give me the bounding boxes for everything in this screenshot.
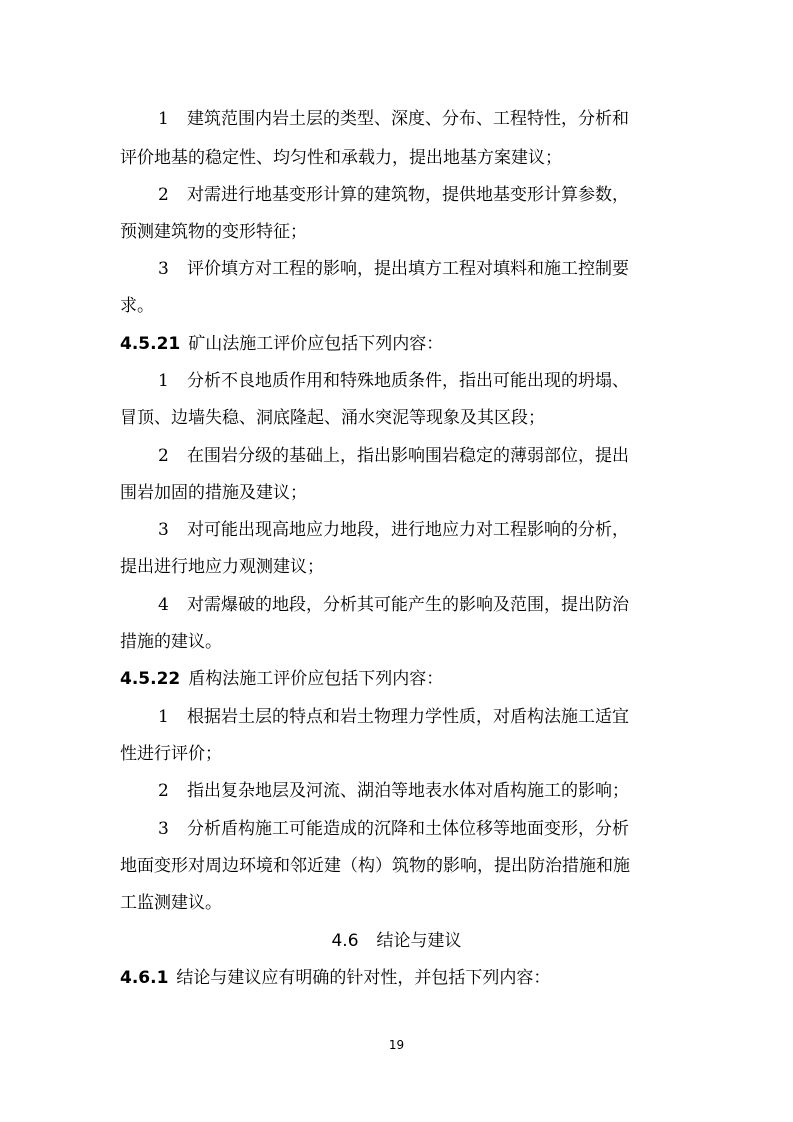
list-item	[158, 699, 629, 735]
clause-number: 4.6.1	[120, 968, 169, 988]
list-item	[158, 363, 629, 399]
item-number: 1	[158, 109, 169, 129]
clause-number: 4.5.21	[120, 334, 181, 354]
item-continuation: 围岩加固的措施及建议；	[120, 483, 307, 503]
item-text: 对需进行地基变形计算的建筑物，提供地基变形计算参数，	[187, 185, 629, 205]
item-continuation: 预测建筑物的变形特征；	[120, 222, 307, 242]
item-text: 根据岩土层的特点和岩土物理力学性质，对盾构法施工适宜	[187, 707, 629, 727]
clause-heading	[120, 960, 550, 996]
item-text: 在围岩分级的基础上，指出影响围岩稳定的薄弱部位，提出	[187, 446, 629, 466]
item-continuation: 评价地基的稳定性、均匀性和承载力，提出地基方案建议；	[120, 148, 562, 168]
list-item	[158, 251, 629, 287]
item-continuation: 地面变形对周边环境和邻近建（构）筑物的影响，提出防治措施和施	[120, 856, 630, 876]
clause-heading	[120, 661, 443, 697]
item-number: 3	[158, 819, 169, 839]
list-item	[158, 101, 629, 137]
clause-text: 矿山法施工评价应包括下列内容：	[188, 334, 444, 354]
item-text: 指出复杂地层及河流、湖泊等地表水体对盾构施工的影响；	[187, 781, 629, 801]
clause-heading	[120, 326, 443, 362]
page-number: 19	[388, 1038, 405, 1052]
section-heading	[0, 923, 793, 959]
clause-text: 结论与建议应有明确的针对性，并包括下列内容：	[176, 968, 551, 988]
list-item	[158, 587, 629, 623]
item-text: 对需爆破的地段，分析其可能产生的影响及范围，提出防治	[187, 595, 629, 615]
clause-text: 盾构法施工评价应包括下列内容：	[188, 669, 444, 689]
item-continuation: 冒顶、边墙失稳、洞底隆起、涌水突泥等现象及其区段；	[120, 408, 545, 428]
item-number: 4	[158, 595, 169, 615]
item-number: 2	[158, 185, 169, 205]
item-number: 3	[158, 259, 169, 279]
list-item	[158, 773, 629, 809]
section-number: 4.6	[331, 931, 359, 951]
item-continuation: 工监测建议。	[120, 893, 222, 913]
item-text: 对可能出现高地应力地段，进行地应力对工程影响的分析，	[187, 520, 629, 540]
item-number: 1	[158, 707, 169, 727]
list-item	[158, 177, 629, 213]
item-number: 3	[158, 520, 169, 540]
item-text: 评价填方对工程的影响，提出填方工程对填料和施工控制要	[187, 259, 629, 279]
item-text: 分析不良地质作用和特殊地质条件，指出可能出现的坍塌、	[187, 371, 629, 391]
item-number: 2	[158, 446, 169, 466]
item-number: 2	[158, 781, 169, 801]
item-continuation: 性进行评价；	[120, 744, 222, 764]
item-text: 分析盾构施工可能造成的沉降和土体位移等地面变形，分析	[187, 819, 629, 839]
item-text: 建筑范围内岩土层的类型、深度、分布、工程特性，分析和	[187, 109, 629, 129]
section-title: 结论与建议	[376, 931, 462, 951]
list-item	[158, 811, 629, 847]
item-continuation: 措施的建议。	[120, 632, 222, 652]
item-continuation: 求。	[120, 296, 154, 316]
clause-number: 4.5.22	[120, 669, 181, 689]
item-continuation: 提出进行地应力观测建议；	[120, 557, 324, 577]
list-item	[158, 438, 629, 474]
item-number: 1	[158, 371, 169, 391]
list-item	[158, 512, 629, 548]
